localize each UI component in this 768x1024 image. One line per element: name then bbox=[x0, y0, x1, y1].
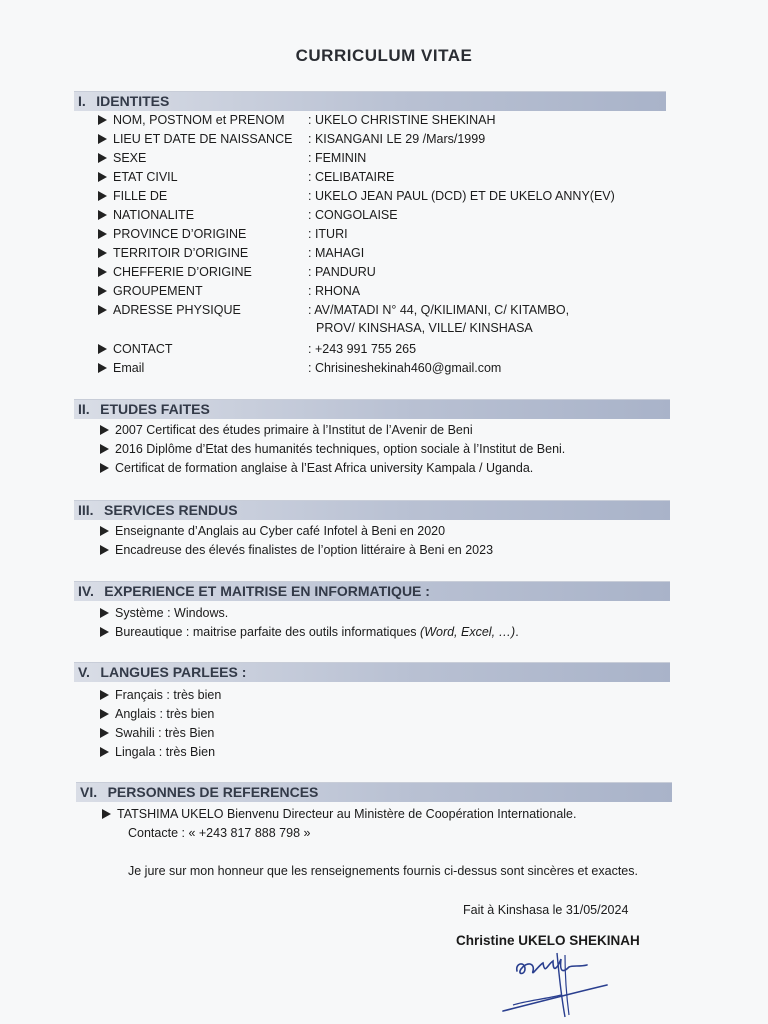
section-services-header bbox=[74, 500, 670, 520]
list-item bbox=[100, 726, 214, 740]
identity-row bbox=[98, 189, 167, 203]
list-item bbox=[100, 461, 533, 475]
bureautique-end: . bbox=[515, 625, 519, 639]
document-title: CURRICULUM VITAE bbox=[295, 46, 473, 65]
arrow-bullet-icon bbox=[100, 728, 109, 738]
arrow-bullet-icon bbox=[100, 608, 109, 618]
langue-text: Anglais : très bien bbox=[115, 707, 215, 721]
identity-value: : PANDURU bbox=[308, 265, 376, 279]
declaration: Je jure sur mon honneur que les renseignements fournis ci-dessus sont sincères et exactes. bbox=[128, 864, 638, 878]
arrow-bullet-icon bbox=[98, 344, 107, 354]
list-item bbox=[100, 442, 565, 456]
identity-value: : ITURI bbox=[308, 227, 348, 241]
reference-person: TATSHIMA UKELO Bienvenu Directeur au Ministère de Coopération Internationale. bbox=[117, 807, 577, 821]
identity-value: : Chrisineshekinah460@gmail.com bbox=[308, 361, 502, 375]
identity-label: Email bbox=[113, 361, 145, 375]
identity-value: : UKELO CHRISTINE SHEKINAH bbox=[308, 113, 496, 127]
arrow-bullet-icon bbox=[100, 709, 109, 719]
identity-value: : RHONA bbox=[308, 284, 361, 298]
service-text: Encadreuse des élevés finalistes de l’option littéraire à Beni en 2023 bbox=[115, 543, 494, 557]
identity-row bbox=[98, 208, 194, 222]
arrow-bullet-icon bbox=[98, 267, 107, 277]
section-title: ETUDES FAITES bbox=[100, 401, 210, 417]
identity-row bbox=[98, 246, 248, 260]
bureautique-tools: (Word, Excel, …) bbox=[420, 625, 516, 639]
langue-text: Swahili : très Bien bbox=[115, 726, 215, 740]
list-item bbox=[102, 807, 577, 821]
section-identites-header bbox=[74, 91, 666, 111]
arrow-bullet-icon bbox=[100, 463, 109, 473]
section-references-header bbox=[76, 782, 672, 802]
identity-value: : CELIBATAIRE bbox=[308, 170, 395, 184]
section-number: VI. bbox=[80, 784, 98, 800]
arrow-bullet-icon bbox=[98, 229, 107, 239]
etude-text: Certificat de formation anglaise à l’East Africa university Kampala / Uganda. bbox=[115, 461, 534, 475]
section-number: IV. bbox=[78, 583, 94, 599]
arrow-bullet-icon bbox=[100, 747, 109, 757]
arrow-bullet-icon bbox=[100, 526, 109, 536]
list-item bbox=[100, 707, 214, 721]
section-number: III. bbox=[78, 502, 94, 518]
signature bbox=[495, 945, 615, 1020]
arrow-bullet-icon bbox=[98, 134, 107, 144]
identity-value: : CONGOLAISE bbox=[308, 208, 398, 222]
etude-text: 2016 Diplôme d’Etat des humanités techniques, option sociale à l’Institut de Beni. bbox=[115, 442, 566, 456]
identity-label: SEXE bbox=[113, 151, 147, 165]
section-title: PERSONNES DE REFERENCES bbox=[107, 784, 319, 800]
reference-contact: Contacte : « +243 817 888 798 » bbox=[128, 826, 311, 840]
arrow-bullet-icon bbox=[100, 545, 109, 555]
arrow-bullet-icon bbox=[100, 444, 109, 454]
identity-label: PROVINCE D’ORIGINE bbox=[113, 227, 247, 241]
identity-row bbox=[98, 284, 203, 298]
list-item bbox=[100, 524, 445, 538]
arrow-bullet-icon bbox=[98, 305, 107, 315]
identity-label: FILLE DE bbox=[113, 189, 168, 203]
arrow-bullet-icon bbox=[98, 210, 107, 220]
service-text: Enseignante d’Anglais au Cyber café Infotel à Beni en 2020 bbox=[115, 524, 446, 538]
identity-row bbox=[98, 303, 241, 317]
identity-label: CHEFFERIE D’ORIGINE bbox=[113, 265, 252, 279]
arrow-bullet-icon bbox=[98, 363, 107, 373]
identity-row bbox=[98, 132, 292, 146]
signatory-name: Christine UKELO SHEKINAH bbox=[456, 933, 640, 948]
identity-row bbox=[98, 170, 178, 184]
identity-label: CONTACT bbox=[113, 342, 173, 356]
langue-text: Français : très bien bbox=[115, 688, 222, 702]
section-title: EXPERIENCE ET MAITRISE EN INFORMATIQUE : bbox=[104, 583, 430, 599]
identity-row bbox=[98, 227, 246, 241]
arrow-bullet-icon bbox=[98, 153, 107, 163]
identity-value: : UKELO JEAN PAUL (DCD) ET DE UKELO ANNY(EV) bbox=[308, 189, 615, 203]
list-item bbox=[100, 625, 519, 639]
systeme-text: Système : Windows. bbox=[115, 606, 229, 620]
arrow-bullet-icon bbox=[100, 627, 109, 637]
identity-row bbox=[98, 342, 173, 356]
langue-text: Lingala : très Bien bbox=[115, 745, 216, 759]
identity-label: NATIONALITE bbox=[113, 208, 195, 222]
arrow-bullet-icon bbox=[102, 809, 111, 819]
identity-row bbox=[98, 361, 144, 375]
identity-value: : FEMININ bbox=[308, 151, 367, 165]
arrow-bullet-icon bbox=[100, 690, 109, 700]
section-number: I. bbox=[78, 93, 86, 109]
arrow-bullet-icon bbox=[98, 172, 107, 182]
arrow-bullet-icon bbox=[98, 248, 107, 258]
list-item bbox=[100, 543, 493, 557]
identity-label: GROUPEMENT bbox=[113, 284, 203, 298]
identity-row bbox=[98, 113, 285, 127]
identity-label: ETAT CIVIL bbox=[113, 170, 178, 184]
bureautique-text: Bureautique : maitrise parfaite des outils informatiques bbox=[115, 625, 417, 639]
list-item bbox=[100, 423, 473, 437]
identity-row bbox=[98, 265, 252, 279]
arrow-bullet-icon bbox=[98, 191, 107, 201]
section-number: V. bbox=[78, 664, 90, 680]
section-title: LANGUES PARLEES : bbox=[100, 664, 247, 680]
identity-value: : AV/MATADI N° 44, Q/KILIMANI, C/ KITAMBO, bbox=[308, 303, 570, 317]
section-informatique-header bbox=[74, 581, 670, 601]
place-date: Fait à Kinshasa le 31/05/2024 bbox=[463, 903, 629, 917]
identity-label: ADRESSE PHYSIQUE bbox=[113, 303, 241, 317]
identity-label: TERRITOIR D’ORIGINE bbox=[113, 246, 249, 260]
list-item bbox=[100, 606, 228, 620]
section-number: II. bbox=[78, 401, 90, 417]
list-item bbox=[100, 688, 221, 702]
etude-text: 2007 Certificat des études primaire à l’Institut de l’Avenir de Beni bbox=[115, 423, 473, 437]
identity-value-continued: PROV/ KINSHASA, VILLE/ KINSHASA bbox=[316, 321, 533, 335]
identity-row bbox=[98, 151, 146, 165]
identity-label: LIEU ET DATE DE NAISSANCE bbox=[113, 132, 293, 146]
identity-label: NOM, POSTNOM et PRENOM bbox=[113, 113, 285, 127]
list-item bbox=[100, 745, 215, 759]
section-etudes-header bbox=[74, 399, 670, 419]
identity-value: : MAHAGI bbox=[308, 246, 365, 260]
identity-value: : +243 991 755 265 bbox=[308, 342, 417, 356]
identity-value: : KISANGANI LE 29 /Mars/1999 bbox=[308, 132, 486, 146]
arrow-bullet-icon bbox=[98, 115, 107, 125]
section-title: IDENTITES bbox=[96, 93, 170, 109]
section-langues-header bbox=[74, 662, 670, 682]
arrow-bullet-icon bbox=[100, 425, 109, 435]
section-title: SERVICES RENDUS bbox=[104, 502, 238, 518]
arrow-bullet-icon bbox=[98, 286, 107, 296]
